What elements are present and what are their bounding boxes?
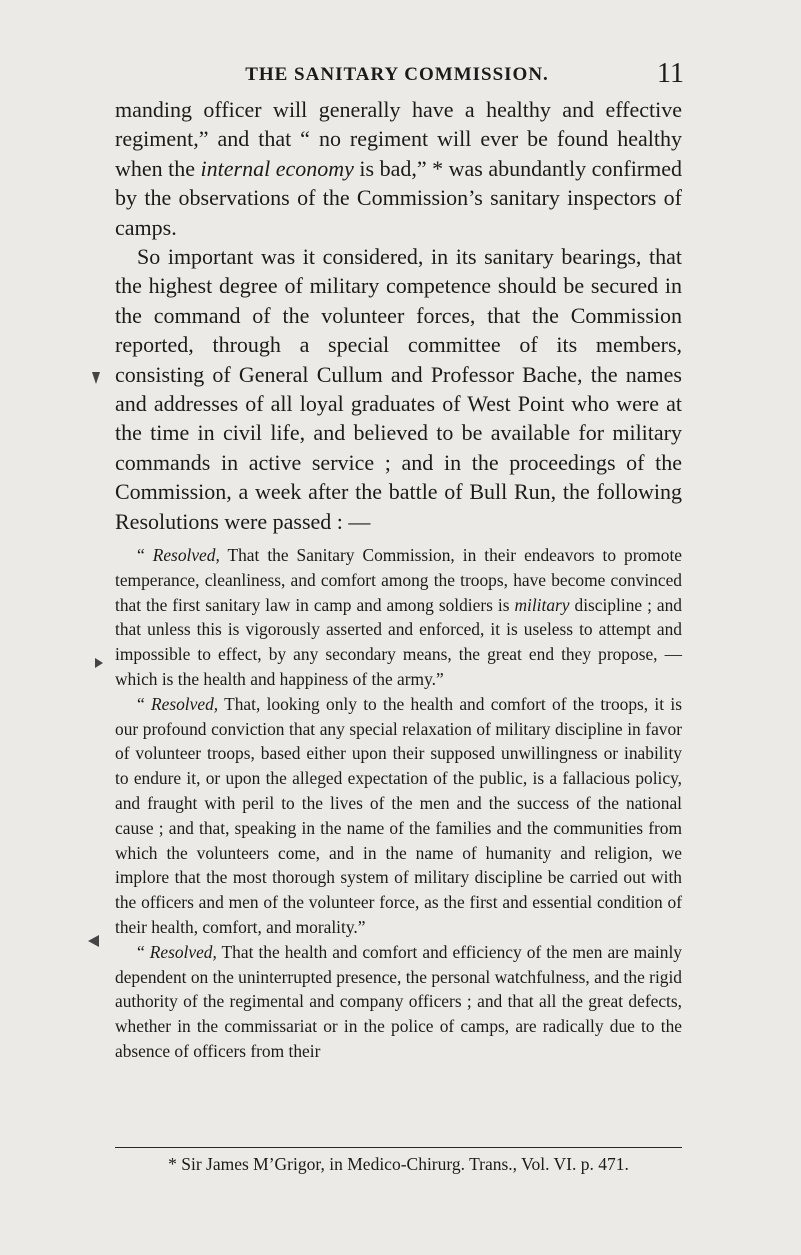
- text-run: That, looking only to the health and comfort of the troops, it is our profound conviction that any special relaxation of military discipline in favor of volunteer troops, based either upon their supposed unwillingness or inability to endure it, or upon the alleged expectation of the public, is a fallacious policy, and fraught with peril to the lives of the men and the success of the national cause ; and that, speaking in the name of the families and the communities from which the volunteers come, and in the name of humanity and religion, we implore that the most thorough system of military discipline be carried out with the officers and men of the volunteer force, as the first and essential condition of their health, comfort, and morality.”: [115, 693, 682, 938]
- text-run: is bad,” * was abundantly confirmed by the observations of the Commission’s sanitary inspectors of camps.: [115, 155, 683, 240]
- footnote: * Sir James M’Grigor, in Medico-Chirurg. Trans., Vol. VI. p. 471.: [168, 1154, 629, 1174]
- italic-run: military: [514, 594, 570, 615]
- text-run: manding officer will generally have a healthy and effective regiment,” and that “ no regiment will ever be found healthy when the: [115, 97, 682, 181]
- resolutions: [115, 543, 682, 1064]
- resolution-3: [115, 940, 682, 1064]
- text-run: That the Sanitary Commission, in their endeavors to promote temperance, cleanliness, and comfort among the troops, have become convinced that the first sanitary law in camp and among soldiers is: [115, 545, 682, 615]
- margin-mark: [95, 658, 103, 668]
- paragraph-continued: [115, 95, 682, 242]
- italic-run: internal economy: [200, 155, 354, 181]
- margin-mark: [92, 372, 100, 384]
- main-text: [115, 95, 682, 536]
- margin-mark: [88, 935, 99, 947]
- text-run: That the health and comfort and efficiency of the men are mainly dependent on the uninterrupted presence, the personal watchfulness, and the rigid authority of the regimental and company officers ; and that all the great defects, whether in the commissariat or in the police of camps, are radically due to the absence of officers from their: [115, 941, 682, 1062]
- running-title: THE SANITARY COMMISSION.: [245, 64, 549, 85]
- resolved-word: Resolved,: [152, 545, 220, 566]
- footnote-divider: [115, 1147, 682, 1148]
- resolution-1: [115, 543, 682, 692]
- body-text: [115, 95, 682, 1064]
- resolution-2: [115, 692, 682, 940]
- text-run: discipline ; and that unless this is vigorously asserted and enforced, it is useless to attempt and impossible to effect, by any secondary means, the great end they propose, — which is the health and happiness of the army.”: [115, 594, 682, 690]
- running-head: [112, 58, 684, 92]
- quote-open: “: [137, 545, 153, 566]
- quote-open: “: [137, 941, 150, 962]
- page-number: 11: [657, 58, 684, 89]
- resolved-word: Resolved,: [151, 693, 219, 714]
- resolved-word: Resolved,: [149, 941, 217, 962]
- quote-open: “: [137, 693, 151, 714]
- paragraph: So important was it considered, in its sanitary bearings, that the highest degree of military competence should be secured in the command of the volunteer forces, that the Commission reported, through a special committee of its members, consisting of General Cullum and Professor Bache, the names and addresses of all loyal graduates of West Point who were at the time in civil life, and believed to be available for military commands in active service ; and in the proceedings of the Commission, a week after the battle of Bull Run, the following Resolutions were passed : —: [115, 244, 682, 534]
